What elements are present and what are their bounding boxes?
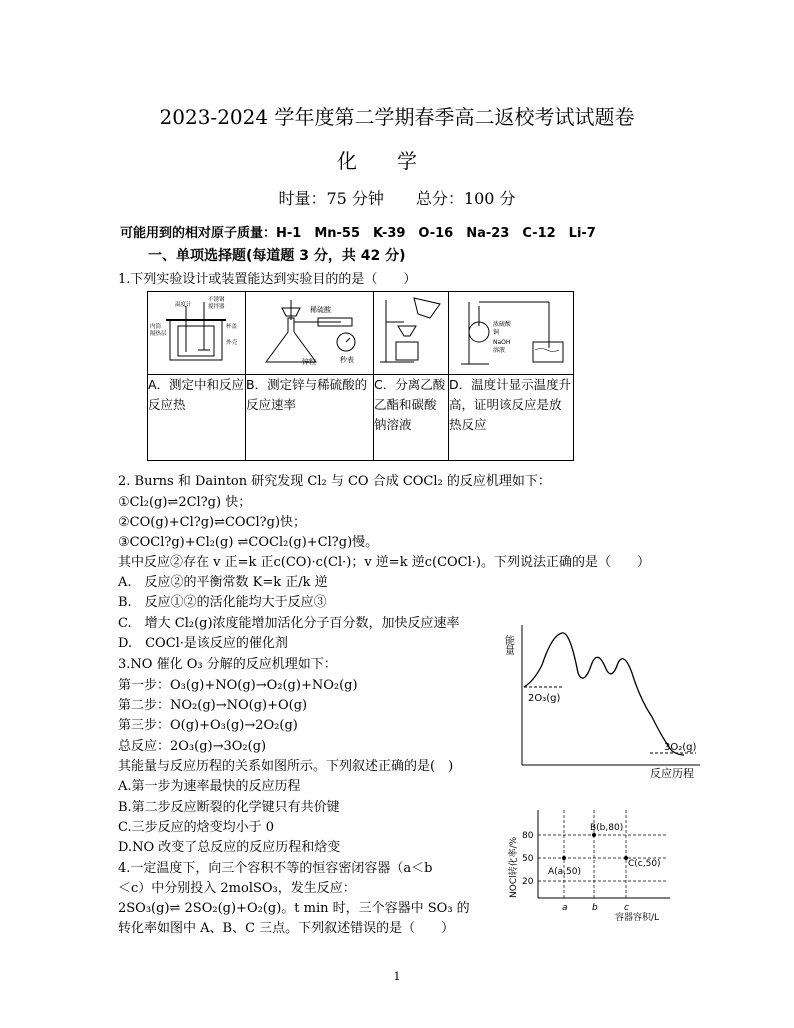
noc-y-tick: 80 [522,831,534,841]
calorimeter-figure [148,292,245,370]
label-solution: 溶液 [493,347,506,354]
label-inner: 内筒 [150,324,162,330]
q1-figure-d [449,292,574,375]
q1-figure-a [148,292,246,375]
energy-x-label: 反应历程 [650,767,694,780]
q1-figure-b [246,292,374,375]
label-insulation: 隔热层 [150,331,167,337]
noc-x-tick: a [562,903,568,913]
label-naoh: NaOH [493,339,511,346]
q4-line-4: 转化率如图中 A、B、C 三点。下列叙述错误的是（ ） [118,921,455,936]
q2-rate-expr: 其中反应②存在 v 正=k 正c(CO)·c(Cl·)；v 逆=k 逆c(COCl·)。下列说法正确的是（ ） [118,555,650,570]
q2-reaction-2: ②CO(g)+Cl?g)⇌COCl?g)快； [118,515,307,530]
section-heading: 一、单项选择题(每道题 3 分，共 42 分) [148,248,406,264]
noc-x-label: 容器容积/L [615,913,660,923]
label-shell: 外壳 [226,340,238,346]
q4-line-3: 2SO₃(g)⇌ 2SO₂(g)+O₂(g)。t min 时，三个容器中 SO₃ 的 [118,901,470,916]
noc-y-tick: 20 [522,877,534,887]
q2-reaction-3: ③COCl?g)+Cl₂(g) ⇌COCl₂(g)+Cl?g)慢。 [118,535,379,550]
q1-figure-c [374,292,449,375]
noc-y-tick: 50 [522,854,534,864]
q2-option-a: A. 反应②的平衡常数 K=k 正/k 逆 [118,575,328,590]
q1-option-b: B．测定锌与稀硫酸的反应速率 [246,375,374,461]
page-title: 2023-2024 学年度第二学期春季高二返校考试试题卷 [159,105,635,129]
q2-reaction-1: ①Cl₂(g)⇌2Cl?g) 快； [118,495,252,510]
label-thermometer: 温度计 [175,302,192,308]
label-dilute-acid: 稀硫酸 [310,306,331,314]
q1-option-a: A．测定中和反应反应热 [148,375,246,461]
q2-stem: 2. Burns 和 Dainton 研究发现 Cl₂ 与 CO 合成 COCl₂ 的反应机理如下： [118,474,551,489]
label-copper: 铜 [493,329,500,336]
noc-conversion-chart [500,808,680,933]
energy-end-label: 3O₂(g) [664,742,697,753]
zinc-acid-figure [246,292,373,370]
q2-option-b: B. 反应①②的活化能均大于反应③ [118,595,327,610]
q3-option-a: A.第一步为速率最快的反应历程 [118,779,301,794]
q3-step-3: 第三步：O(g)+O₃(g)→2O₂(g) [118,718,298,733]
noc-point [592,833,596,837]
noc-x-tick: b [592,903,598,913]
q3-option-c: C.三步反应的焓变均小于 0 [118,820,275,835]
copper-acid-figure [449,292,573,370]
q4-line-2: ＜c）中分别投入 2molSO₃，发生反应： [118,881,356,896]
separation-figure [374,292,448,370]
time-info: 时量：75 分钟 总分：100 分 [278,189,516,208]
q3-step-2: 第二步：NO₂(g)→NO(g)+O(g) [118,698,308,713]
q1-stem: 1.下列实验设计或装置能达到实验目的的是（ ） [118,272,417,287]
q2-option-c: C. 增大 Cl₂(g)浓度能增加活化分子百分数，加快反应速率 [118,616,460,631]
noc-x-tick: c [624,903,629,913]
q2-option-d: D. COCl·是该反应的催化剂 [118,636,288,651]
page-number: 1 [393,970,401,983]
noc-point-label: C(c,50) [628,859,661,869]
q1-option-d: D．温度计显示温度升高，证明该反应是放热反应 [449,375,574,461]
label-zinc: 锌粒 [302,358,316,366]
q3-question: 其能量与反应历程的关系如图所示。下列叙述正确的是( ) [118,759,454,774]
energy-start-label: 2O₃(g) [528,693,561,704]
label-stopwatch: 秒表 [340,356,354,364]
q1-option-c: C．分离乙酸乙酯和碳酸钠溶液 [374,375,449,461]
label-conc-acid: 浓硫酸 [493,321,512,328]
energy-y-label: 能量 [502,635,514,655]
q3-step-1: 第一步：O₃(g)+NO(g)→O₂(g)+NO₂(g) [118,678,358,693]
q4-line-1: 4.一定温度下，向三个容积不等的恒容密闭容器（a＜b [118,861,433,876]
noc-point-label: B(b,80) [590,823,624,833]
noc-point-label: A(a,50) [548,867,582,877]
label-stirrer: 搅拌器 [208,304,225,310]
q3-option-d: D.NO 改变了总反应的反应历程和焓变 [118,840,341,855]
noc-point [562,856,566,860]
q3-total: 总反应：2O₃(g)→3O₂(g) [118,739,267,754]
atomic-masses: 可能用到的相对原子质量：H-1 Mn-55 K-39 O-16 Na-23 C-12 Li-7 [120,226,596,241]
subject-title: 化学 [337,149,457,173]
noc-y-label: NOCl转化率/% [509,836,519,898]
label-steel: 不锈钢 [208,297,225,303]
q3-option-b: B.第二步反应断裂的化学键只有共价键 [118,800,340,815]
label-lid: 杯盖 [226,324,238,330]
q3-stem: 3.NO 催化 O₃ 分解的反应机理如下： [118,657,337,672]
q1-options-table [147,291,574,461]
energy-profile-chart [500,615,710,785]
